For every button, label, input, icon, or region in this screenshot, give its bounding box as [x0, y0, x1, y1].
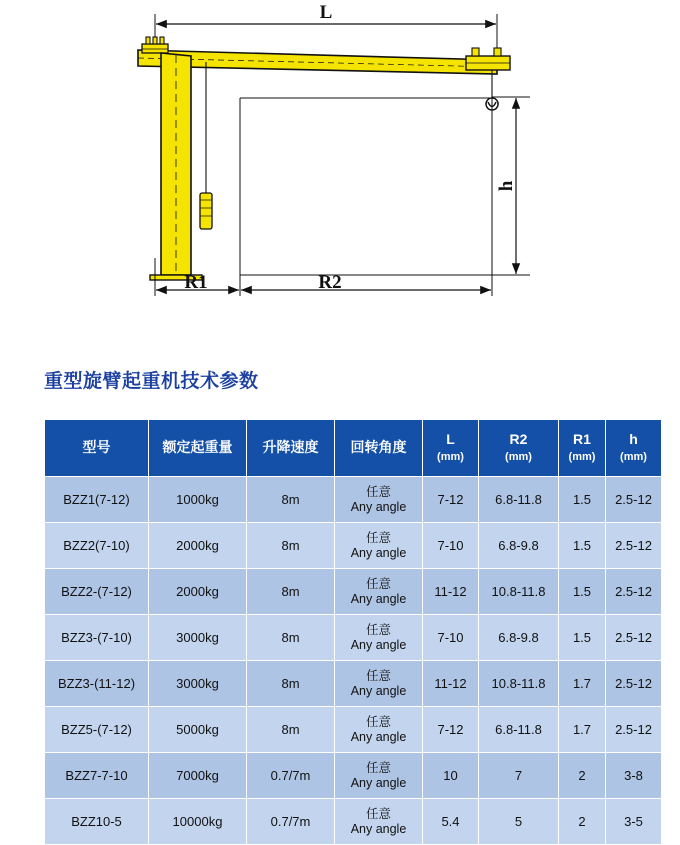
cell-L: 7-10	[423, 523, 479, 569]
cell-R1: 1.5	[559, 615, 606, 661]
column-header-capacity-label: 额定起重量	[162, 439, 233, 456]
table-row	[45, 523, 662, 569]
table-row	[45, 753, 662, 799]
table-row	[45, 661, 662, 707]
table-header-row	[45, 420, 662, 477]
table-row	[45, 615, 662, 661]
cell-model: BZZ2(7-10)	[45, 523, 149, 569]
cell-capacity: 3000kg	[149, 615, 247, 661]
column-header-R2-label: R2	[509, 431, 528, 448]
cell-L: 7-12	[423, 707, 479, 753]
cell-angle-en: Any angle	[350, 591, 407, 606]
column-header-capacity	[149, 420, 247, 477]
spec-table-wrapper	[44, 419, 652, 845]
cell-speed: 8m	[247, 569, 335, 615]
cell-speed: 8m	[247, 523, 335, 569]
cell-angle	[335, 615, 423, 661]
cell-angle-en: Any angle	[350, 821, 407, 836]
cell-angle-cn: 任意	[365, 760, 391, 775]
cell-L: 7-12	[423, 477, 479, 523]
cell-speed: 8m	[247, 477, 335, 523]
cell-angle-en: Any angle	[350, 637, 407, 652]
boom-pivot-assembly	[142, 37, 168, 53]
page-title: 重型旋臂起重机技术参数	[44, 371, 259, 392]
column-header-speed-label: 升降速度	[262, 439, 319, 456]
cell-angle	[335, 753, 423, 799]
cell-angle-cn: 任意	[365, 530, 391, 545]
cell-model: BZZ3-(7-10)	[45, 615, 149, 661]
cell-h: 3-5	[606, 799, 662, 845]
label-h: h	[496, 180, 517, 192]
cell-speed: 0.7/7m	[247, 753, 335, 799]
cell-R2: 6.8-9.8	[479, 615, 559, 661]
cell-h: 2.5-12	[606, 615, 662, 661]
cell-angle	[335, 799, 423, 845]
crane-boom	[138, 50, 497, 74]
column-header-R1-label: R1	[573, 431, 591, 448]
dimension-R2	[241, 98, 492, 296]
cell-angle	[335, 707, 423, 753]
cell-R1: 1.5	[559, 523, 606, 569]
cell-speed: 8m	[247, 615, 335, 661]
cell-angle	[335, 477, 423, 523]
cell-R2: 5	[479, 799, 559, 845]
column-header-h-unit: (mm)	[620, 450, 647, 463]
cell-capacity: 2000kg	[149, 569, 247, 615]
table-body	[45, 477, 662, 845]
cell-speed: 0.7/7m	[247, 799, 335, 845]
cell-capacity: 1000kg	[149, 477, 247, 523]
cell-speed: 8m	[247, 707, 335, 753]
control-pendant	[200, 62, 212, 229]
cell-angle-cn: 任意	[365, 714, 391, 729]
column-header-L	[423, 420, 479, 477]
crane-mast	[150, 53, 202, 280]
cell-model: BZZ5-(7-12)	[45, 707, 149, 753]
cell-h: 2.5-12	[606, 707, 662, 753]
cell-R2: 6.8-9.8	[479, 523, 559, 569]
cell-L: 11-12	[423, 569, 479, 615]
cell-speed: 8m	[247, 661, 335, 707]
cell-angle-en: Any angle	[350, 729, 407, 744]
cell-angle-cn: 任意	[365, 576, 391, 591]
cell-h: 3-8	[606, 753, 662, 799]
table-row	[45, 477, 662, 523]
column-header-R1-unit: (mm)	[568, 450, 596, 463]
cell-model: BZZ10-5	[45, 799, 149, 845]
cell-angle-en: Any angle	[350, 683, 407, 698]
cell-L: 5.4	[423, 799, 479, 845]
spec-table	[44, 419, 662, 845]
column-header-model	[45, 420, 149, 477]
column-header-R2-unit: (mm)	[505, 450, 532, 463]
column-header-angle-label: 回转角度	[350, 439, 407, 456]
cell-R1: 2	[559, 753, 606, 799]
cell-R2: 7	[479, 753, 559, 799]
cell-R1: 1.5	[559, 569, 606, 615]
cell-model: BZZ1(7-12)	[45, 477, 149, 523]
cell-R2: 6.8-11.8	[479, 477, 559, 523]
cell-h: 2.5-12	[606, 523, 662, 569]
cell-R1: 1.7	[559, 661, 606, 707]
column-header-L-label: L	[446, 431, 455, 448]
label-L: L	[319, 2, 333, 23]
label-R2: R2	[318, 272, 342, 293]
table-row	[45, 707, 662, 753]
column-header-h	[606, 420, 662, 477]
dimension-h	[240, 97, 530, 275]
cell-h: 2.5-12	[606, 661, 662, 707]
cell-angle-en: Any angle	[350, 545, 407, 560]
column-header-speed	[247, 420, 335, 477]
column-header-h-label: h	[629, 431, 638, 448]
column-header-model-label: 型号	[82, 439, 111, 456]
table-header	[45, 420, 662, 477]
cell-h: 2.5-12	[606, 569, 662, 615]
cell-R1: 1.7	[559, 707, 606, 753]
column-header-L-unit: (mm)	[437, 450, 464, 463]
cell-angle-cn: 任意	[365, 622, 391, 637]
cell-capacity: 10000kg	[149, 799, 247, 845]
cell-angle-cn: 任意	[365, 484, 391, 499]
hoist-trolley	[466, 48, 510, 110]
cell-angle	[335, 661, 423, 707]
cell-L: 10	[423, 753, 479, 799]
cell-model: BZZ7-7-10	[45, 753, 149, 799]
cell-R1: 2	[559, 799, 606, 845]
table-row	[45, 569, 662, 615]
cell-angle-en: Any angle	[350, 499, 407, 514]
table-row	[45, 799, 662, 845]
label-R1: R1	[184, 272, 208, 293]
cell-R1: 1.5	[559, 477, 606, 523]
column-header-R1	[559, 420, 606, 477]
cell-capacity: 3000kg	[149, 661, 247, 707]
cell-model: BZZ3-(11-12)	[45, 661, 149, 707]
column-header-angle	[335, 420, 423, 477]
cell-capacity: 2000kg	[149, 523, 247, 569]
cell-capacity: 7000kg	[149, 753, 247, 799]
cell-angle-cn: 任意	[365, 806, 391, 821]
cell-R2: 10.8-11.8	[479, 661, 559, 707]
cell-L: 11-12	[423, 661, 479, 707]
cell-model: BZZ2-(7-12)	[45, 569, 149, 615]
cell-angle	[335, 523, 423, 569]
cell-capacity: 5000kg	[149, 707, 247, 753]
cell-angle-cn: 任意	[365, 668, 391, 683]
cell-R2: 6.8-11.8	[479, 707, 559, 753]
cell-R2: 10.8-11.8	[479, 569, 559, 615]
jib-crane-diagram	[0, 0, 680, 350]
column-header-R2	[479, 420, 559, 477]
working-envelope	[240, 98, 492, 275]
cell-L: 7-10	[423, 615, 479, 661]
cell-angle	[335, 569, 423, 615]
cell-angle-en: Any angle	[350, 775, 407, 790]
cell-h: 2.5-12	[606, 477, 662, 523]
